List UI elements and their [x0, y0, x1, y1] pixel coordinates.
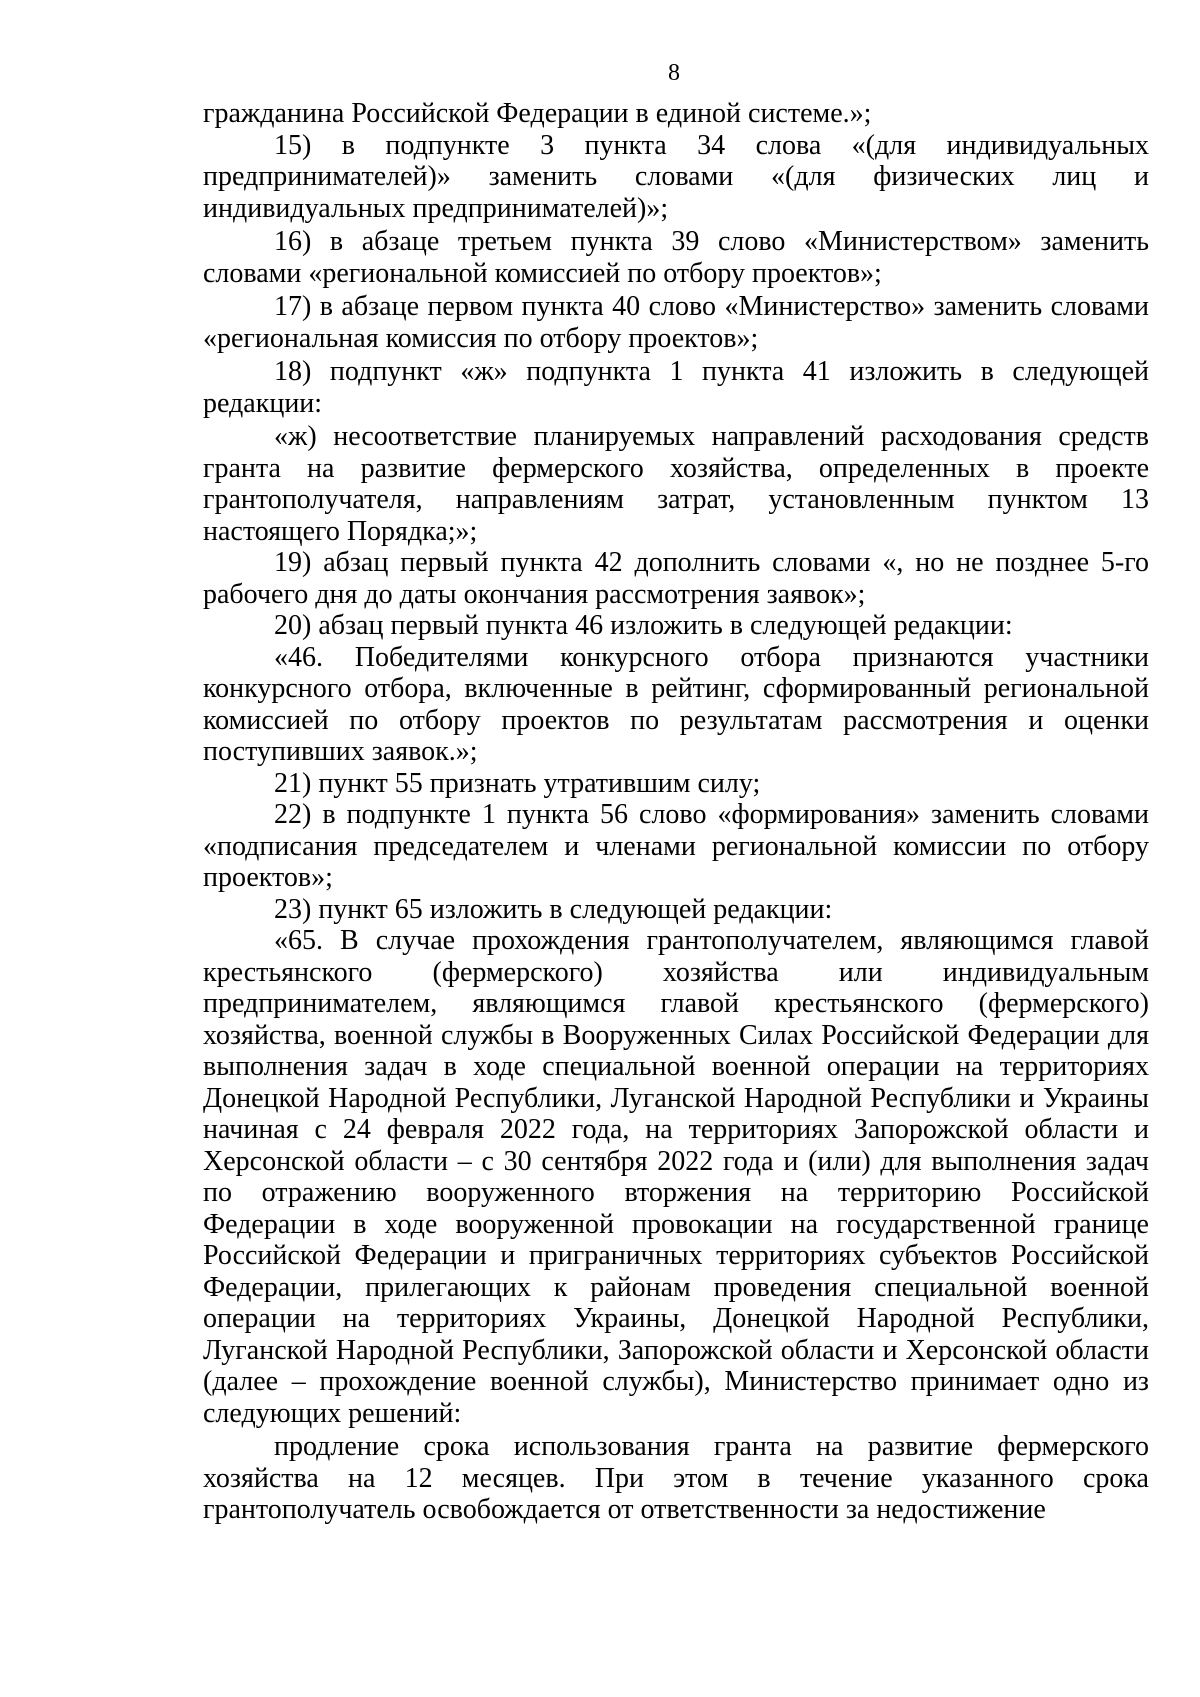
paragraph-item-21: 21) пункт 55 признать утратившим силу;: [274, 767, 761, 799]
page-number: 8: [668, 60, 680, 86]
paragraph-item-23: 23) пункт 65 изложить в следующей редакции:: [274, 893, 833, 925]
paragraph-quote-46: «46. Победителями конкурсного отбора признаются участники конкурсного отбора, включенные в рейтинг, сформированный региональной комиссией по отбору проектов по результатам рассмотрения и оценки поступивших заявок.»;: [203, 641, 1149, 767]
document-body: [203, 98, 1149, 1526]
paragraph-quote-zh: «ж) несоответствие планируемых направлений расходования средств гранта на развитие фермерского хозяйства, определенных в проекте грантополучателя, направлениям затрат, установленным пунктом 13 настоящего Порядка;»;: [203, 421, 1149, 547]
paragraph-quote-65: «65. В случае прохождения грантополучателем, являющимся главой крестьянского (фермерского) хозяйства или индивидуальным предпринимателем, являющимся главой крестьянского (фермерского) хозяйства, военной службы в Вооруженных Силах Российской Федерации для выполнения задач в ходе специальной военной операции на территориях Донецкой Народной Республики, Луганской Народной Республики и Украины начиная с 24 февраля 2022 года, на территориях Запорожской области и Херсонской области – с 30 сентября 2022 года и (или) для выполнения задач по отражению вооруженного вторжения на территорию Российской Федерации в ходе вооруженной провокации на государственной границе Российской Федерации и приграничных территориях субъектов Российской Федерации, прилегающих к районам проведения специальной военной операции на территориях Украины, Донецкой Народной Республики, Луганской Народной Республики, Запорожской области и Херсонской области (далее – прохождение военной службы), Министерство принимает одно из следующих решений:: [203, 925, 1149, 1429]
paragraph-item-19: 19) абзац первый пункта 42 дополнить словами «, но не позднее 5-го рабочего дня до даты окончания рассмотрения заявок»;: [203, 547, 1149, 610]
paragraph-item-17: 17) в абзаце первом пункта 40 слово «Министерство» заменить словами «региональная комиссия по отбору проектов»;: [203, 291, 1149, 354]
paragraph-item-22: 22) в подпункте 1 пункта 56 слово «формирования» заменить словами «подписания председателем и членами региональной комиссии по отбору проектов»;: [203, 799, 1149, 893]
paragraph-item-16: 16) в абзаце третьем пункта 39 слово «Министерством» заменить словами «региональной комиссией по отбору проектов»;: [203, 226, 1149, 289]
paragraph-item-18: 18) подпункт «ж» подпункта 1 пункта 41 изложить в следующей редакции:: [203, 356, 1149, 419]
paragraph-item-15: 15) в подпункте 3 пункта 34 слова «(для индивидуальных предпринимателей)» заменить словами «(для физических лиц и индивидуальных предпринимателей)»;: [203, 129, 1149, 224]
paragraph-grant-extension: продление срока использования гранта на развитие фермерского хозяйства на 12 месяцев. При этом в течение указанного срока грантополучатель освобождается от ответственности за недостижение: [203, 1431, 1149, 1525]
paragraph-continuation: гражданина Российской Федерации в единой системе.»;: [203, 98, 872, 129]
paragraph-item-20: 20) абзац первый пункта 46 изложить в следующей редакции:: [274, 610, 1013, 641]
